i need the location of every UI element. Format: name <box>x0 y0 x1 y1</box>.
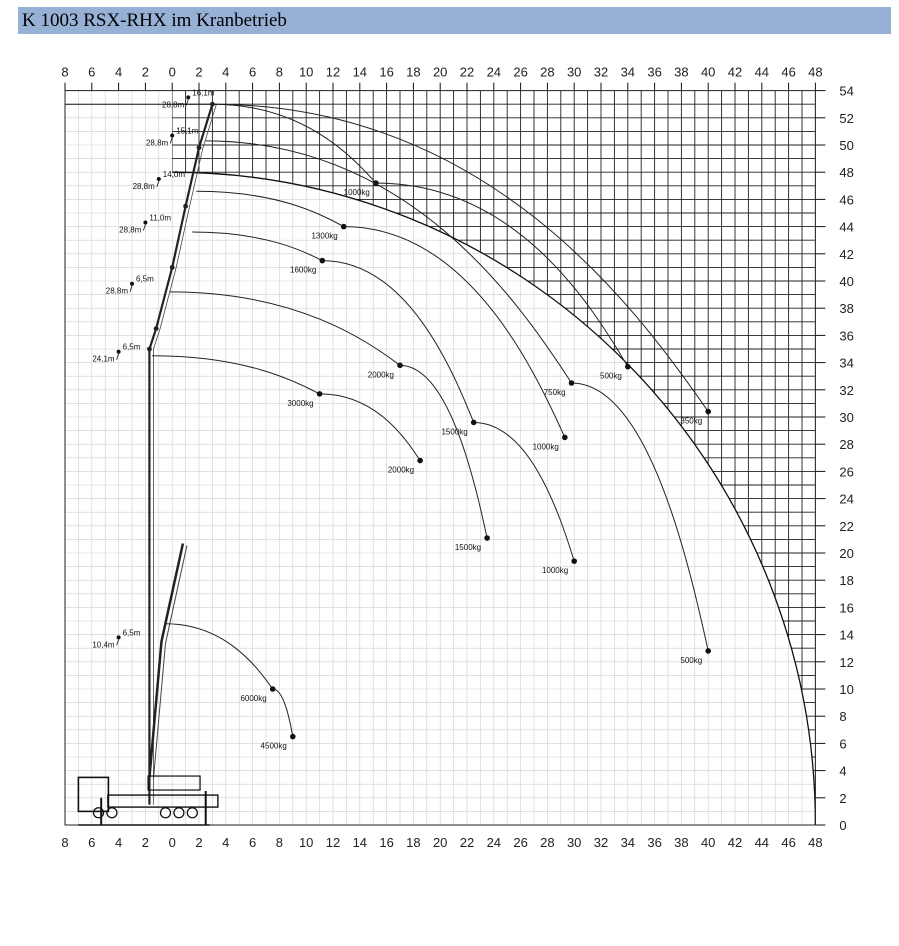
x-tick-label-top: 20 <box>432 64 448 80</box>
y-tick-label: 36 <box>839 328 854 344</box>
x-tick-label-bottom: 6 <box>248 835 257 850</box>
crane-turret <box>148 776 200 790</box>
y-tick-label: 10 <box>839 682 854 697</box>
x-tick-label-bottom: 40 <box>700 835 716 850</box>
load-point <box>471 420 477 426</box>
boom-length-label: 6,5m <box>136 274 154 284</box>
boom-angle-label: 28,8m <box>105 286 128 296</box>
truck-wheel <box>187 808 197 818</box>
x-tick-label-top: 24 <box>486 64 502 80</box>
boom-angle-label: 10,4m <box>92 640 115 650</box>
load-curve <box>196 191 565 437</box>
x-tick-label-bottom: 10 <box>298 835 314 850</box>
boom-angle-label: 28,8m <box>162 100 185 110</box>
boom-joint <box>197 145 202 150</box>
x-tick-label-top: 42 <box>727 64 743 80</box>
x-tick-label-bottom: 4 <box>222 835 230 850</box>
x-tick-label-bottom: 28 <box>540 835 555 850</box>
lower-boom <box>149 543 183 777</box>
y-tick-label: 40 <box>839 274 854 289</box>
load-label: 500kg <box>600 371 622 381</box>
load-point <box>270 686 276 692</box>
x-tick-label-top: 26 <box>513 64 528 80</box>
load-curve <box>166 624 293 737</box>
boom-angle-label: 28,8m <box>145 138 169 148</box>
boom-angle-label: 28,8m <box>132 182 155 191</box>
load-point <box>705 409 711 415</box>
boom-label-dot <box>170 133 174 137</box>
x-tick-label-bottom: 8 <box>275 835 284 850</box>
load-point <box>569 380 575 386</box>
load-label: 1500kg <box>454 543 482 553</box>
boom-angle-label: 24,1m <box>92 354 115 364</box>
x-tick-label-top: 0 <box>168 64 176 80</box>
boom-angle-label: 28,8m <box>119 225 142 235</box>
x-tick-label-top: 2 <box>141 64 150 80</box>
load-point <box>319 258 325 264</box>
y-tick-label: 34 <box>839 355 854 371</box>
y-tick-label: 28 <box>839 437 854 453</box>
y-tick-label: 20 <box>839 546 854 561</box>
y-tick-label: 38 <box>839 301 854 317</box>
y-tick-label: 8 <box>839 709 847 725</box>
y-tick-label: 52 <box>839 110 854 126</box>
x-tick-label-top: 6 <box>248 64 257 80</box>
truck-wheel <box>107 808 117 818</box>
x-tick-label-bottom: 12 <box>325 835 341 850</box>
y-tick-label: 22 <box>839 518 854 534</box>
y-tick-label: 44 <box>839 219 854 235</box>
x-tick-label-top: 10 <box>298 64 314 80</box>
boom-label-dot <box>117 635 121 639</box>
y-tick-label: 42 <box>839 246 854 262</box>
load-point <box>397 363 403 369</box>
x-tick-label-top: 2 <box>195 64 203 80</box>
truck-wheel <box>174 808 184 818</box>
x-tick-label-top: 28 <box>540 64 555 80</box>
y-tick-label: 12 <box>839 654 854 670</box>
x-tick-label-bottom: 46 <box>781 835 796 850</box>
boom-length-label: 6,5m <box>122 342 141 352</box>
load-point <box>317 391 323 397</box>
x-tick-label-bottom: 16 <box>379 835 394 850</box>
x-tick-label-bottom: 32 <box>593 835 609 850</box>
load-label: 6000kg <box>240 694 267 703</box>
x-tick-label-top: 6 <box>88 64 96 80</box>
x-tick-label-bottom: 4 <box>114 835 123 850</box>
x-tick-label-bottom: 44 <box>754 835 770 850</box>
boom-length-label: 15,1m <box>176 126 199 136</box>
x-tick-label-bottom: 14 <box>352 835 368 850</box>
x-tick-label-top: 46 <box>781 64 796 80</box>
x-tick-label-bottom: 2 <box>141 835 150 850</box>
x-tick-label-top: 32 <box>593 64 609 80</box>
x-tick-label-top: 48 <box>808 64 823 80</box>
y-tick-label: 32 <box>839 382 854 398</box>
x-tick-label-bottom: 34 <box>620 835 636 850</box>
x-tick-label-top: 44 <box>754 64 770 80</box>
boom-joint <box>183 204 188 209</box>
x-tick-label-bottom: 24 <box>486 835 502 850</box>
load-label: 1600kg <box>290 265 317 275</box>
x-tick-label-top: 16 <box>379 64 394 80</box>
boom-length-label: 14,0m <box>162 170 186 179</box>
load-point <box>417 458 423 464</box>
crane-truck <box>78 102 217 825</box>
load-label: 2000kg <box>387 465 415 475</box>
boom-label-dot <box>117 350 121 354</box>
y-tick-label: 2 <box>839 790 847 806</box>
y-tick-label: 0 <box>839 818 847 833</box>
y-tick-label: 4 <box>839 763 847 779</box>
load-point <box>562 435 568 441</box>
y-tick-label: 54 <box>839 83 854 99</box>
boom-length-label: 16,1m <box>192 88 215 98</box>
load-label: 1000kg <box>541 566 569 576</box>
x-tick-label-bottom: 6 <box>88 835 96 850</box>
x-tick-label-bottom: 22 <box>459 835 475 850</box>
x-tick-label-bottom: 0 <box>168 835 176 850</box>
y-tick-label: 26 <box>839 464 854 480</box>
boom-joint <box>170 265 175 270</box>
x-tick-label-bottom: 26 <box>513 835 528 850</box>
boom-label-dot <box>143 221 147 225</box>
load-label: 750kg <box>543 388 566 397</box>
x-tick-label-top: 8 <box>61 64 69 80</box>
load-curves <box>152 104 711 750</box>
load-label: 1000kg <box>343 188 370 198</box>
x-tick-label-top: 18 <box>406 64 421 80</box>
load-label: 1000kg <box>532 442 559 452</box>
x-tick-label-bottom: 18 <box>406 835 421 850</box>
boom-length-label: 11,0m <box>149 213 172 223</box>
load-curve <box>206 141 709 651</box>
load-point <box>705 648 711 654</box>
load-label: 3000kg <box>287 398 314 408</box>
y-tick-label: 6 <box>839 736 847 752</box>
load-label: 500kg <box>680 655 703 665</box>
y-tick-label: 24 <box>839 491 854 507</box>
boom-length-label: 6,5m <box>122 628 141 638</box>
x-tick-label-bottom: 38 <box>674 835 689 850</box>
x-tick-label-bottom: 30 <box>566 835 582 850</box>
x-tick-label-top: 4 <box>114 64 123 80</box>
x-tick-label-top: 30 <box>566 64 582 80</box>
load-point <box>290 734 296 740</box>
load-point <box>484 535 490 541</box>
y-tick-label: 18 <box>839 573 854 589</box>
load-curve <box>212 104 627 366</box>
x-tick-label-top: 12 <box>325 64 341 80</box>
y-tick-label: 50 <box>839 138 854 153</box>
truck-chassis <box>108 795 218 807</box>
x-tick-label-bottom: 2 <box>195 835 203 850</box>
x-tick-label-bottom: 36 <box>647 835 662 850</box>
x-tick-label-top: 14 <box>352 64 368 80</box>
boom-joint <box>147 347 152 352</box>
boom-label-dot <box>186 95 190 99</box>
page-title: K 1003 RSX-RHX im Kranbetrieb <box>18 7 891 34</box>
boom-joint <box>154 326 159 331</box>
load-label: 1500kg <box>441 427 468 437</box>
y-tick-label: 16 <box>839 600 854 616</box>
truck-cab <box>78 777 108 811</box>
x-tick-label-top: 34 <box>620 64 636 80</box>
y-tick-label: 46 <box>839 192 854 208</box>
x-tick-label-bottom: 20 <box>432 835 448 850</box>
y-tick-label: 30 <box>839 410 854 425</box>
load-label: 350kg <box>680 416 703 426</box>
x-tick-label-bottom: 48 <box>808 835 823 850</box>
y-tick-label: 48 <box>839 165 854 181</box>
x-tick-label-top: 40 <box>700 64 716 80</box>
load-point <box>625 364 631 370</box>
x-tick-label-top: 36 <box>647 64 662 80</box>
x-tick-label-bottom: 42 <box>727 835 743 850</box>
load-label: 1300kg <box>311 231 338 241</box>
load-label: 4500kg <box>260 741 287 751</box>
truck-wheel <box>161 808 171 818</box>
x-tick-label-bottom: 8 <box>61 835 69 850</box>
load-label: 2000kg <box>367 370 394 380</box>
x-tick-label-top: 4 <box>222 64 230 80</box>
x-tick-label-top: 38 <box>674 64 689 80</box>
x-tick-label-top: 8 <box>275 64 284 80</box>
y-tick-label: 14 <box>839 627 854 643</box>
load-curve <box>170 292 488 538</box>
load-curve <box>192 232 574 561</box>
load-point <box>341 224 347 230</box>
load-point <box>571 558 577 564</box>
x-tick-label-top: 22 <box>459 64 475 80</box>
boom-label-dot <box>157 177 161 181</box>
boom-label-dot <box>130 282 134 286</box>
